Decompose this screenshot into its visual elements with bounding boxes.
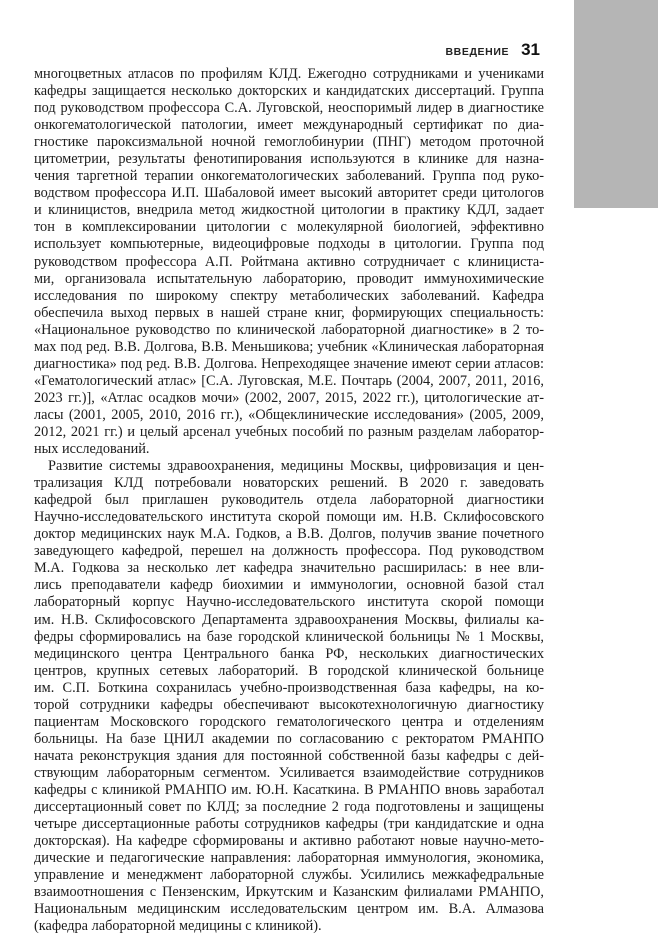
text-line: медицинского центра Центрального банка РФ, нескольких диагностических	[34, 645, 544, 662]
text-line: больницы. На базе ЦНИЛ академии по согласованию с ректоратом РМАНПО	[34, 730, 544, 747]
text-line: «Гематологический атлас» [С.А. Луговская, М.Е. Почтарь (2004, 2007, 2011, 2016,	[34, 372, 544, 389]
text-line: доктор медицинских наук М.А. Годков, а В.В. Долгов, получив звание почетного	[34, 526, 544, 543]
text-line: Национальным медицинским исследовательским центром им. В.А. Алмазова	[34, 901, 544, 918]
text-line: кафедры с клиникой РМАНПО им. Ю.Н. Касаткина. В РМАНПО вновь заработал	[34, 781, 544, 798]
text-line: ных исследований.	[34, 441, 150, 458]
text-line: лабораторный корпус Научно-исследовательского института скорой помощи	[34, 594, 544, 611]
paragraph	[34, 458, 544, 935]
text-line: ми, организовала испытательную лабораторию, проводит иммунохимические	[34, 270, 544, 287]
text-line: управление и менеджмент лабораторной службы. Усилились межкафедральные	[34, 867, 544, 884]
text-line: лись преподаватели кафедр биохимии и иммунологии, основной базой стал	[34, 577, 544, 594]
text-line: и клиницистов, внедрила метод жидкостной цитологии в практику КДЛ, задает	[34, 202, 544, 219]
text-line: им. Н.В. Склифосовского Департамента здравоохранения Москвы, филиалы ка-	[34, 611, 544, 628]
text-line: цитометрии, результаты фенотипирования используются в клинике для назна-	[34, 151, 544, 168]
text-line: мах под ред. В.В. Долгова, В.В. Меньшикова; учебник «Клиническая лабораторная	[34, 338, 544, 355]
text-line: им. С.П. Боткина сохранилась учебно-производственная база кафедры, на ко-	[34, 679, 544, 696]
chapter-side-tab	[574, 0, 658, 208]
text-line: диагностика» под ред. В.В. Долгова. Непреходящее значение имеют серии атласов:	[34, 355, 544, 372]
page-number: 31	[521, 40, 540, 59]
text-line: М.А. Годкова за несколько лет кафедра значительно расширилась: в нее вли-	[34, 560, 544, 577]
section-title: ВВЕДЕНИЕ	[445, 46, 510, 58]
text-line: 2023 гг.)], «Атлас осадков мочи» (2002, 2007, 2015, 2022 гг.), цитологические ат-	[34, 389, 544, 406]
body-text	[34, 66, 544, 935]
text-line: диссертационный совет по КЛД; за последние 2 года подготовлены и защищены	[34, 799, 544, 816]
text-line: четыре диссертационные работы сотрудников кафедры (три кандидатские и одна	[34, 816, 544, 833]
text-line: под руководством профессора С.А. Луговской, неоспоримый лидер в диагностике	[34, 100, 544, 117]
text-line: 2012, 2021 гг.) и целый арсенал учебных пособий по разным разделам лаборатор-	[34, 423, 544, 440]
text-line: торой сотрудники кафедры обеспечивают высокотехнологичную диагностику	[34, 696, 544, 713]
text-line: заведующего кафедрой, перешел на должность профессора. Под руководством	[34, 543, 544, 560]
text-line: кафедрой был приглашен руководитель отдела лабораторной диагностики	[34, 492, 544, 509]
text-line: исследования по широкому спектру метаболических заболеваний. Кафедра	[34, 287, 544, 304]
paragraph	[34, 66, 544, 458]
text-line: водством профессора И.П. Шабаловой имеет высокий авторитет среди цитологов	[34, 185, 544, 202]
text-line: (кафедра лабораторной медицины с клиникой).	[34, 918, 322, 935]
text-line: использует компьютерные, видеоцифровые подходы в цитологии. Группа под	[34, 236, 544, 253]
text-line: онкогематологической патологии, имеет международный сертификат по диа-	[34, 117, 544, 134]
text-line: центров, крупных сетевых лабораторий. В городской клинической больнице	[34, 662, 544, 679]
text-line: гностике пароксизмальной ночной гемоглобинурии (ПНГ) методом проточной	[34, 134, 544, 151]
text-line: ствующим лабораторным сегментом. Усиливается взаимодействие сотрудников	[34, 764, 544, 781]
text-line: начата реконструкция здания для постоянной собственной базы кафедры с дей-	[34, 747, 544, 764]
text-line: дические и педагогические направления: лабораторная иммунология, экономика,	[34, 850, 544, 867]
text-line: федры сформировались на базе городской клинической больницы № 1 Москвы,	[34, 628, 544, 645]
text-line: ласы (2001, 2005, 2010, 2016 гг.), «Общеклинические исследования» (2005, 2009,	[34, 406, 544, 423]
text-line: руководством профессора А.П. Ройтмана активно сотрудничает с клинициста-	[34, 253, 544, 270]
text-line: «Национальное руководство по клинической лабораторной диагностике» в 2 то-	[34, 321, 544, 338]
text-line: тон в комплексировании цитологии с молекулярной биологией, эффективно	[34, 219, 544, 236]
text-line: чения таргетной терапии онкогематологических заболеваний. Группа под руко-	[34, 168, 544, 185]
text-line: обеспечила выход первых в нашей стране книг, формирующих специальность:	[34, 304, 544, 321]
text-line: пациентам Московского городского гематологического центра и отделениям	[34, 713, 544, 730]
text-line: многоцветных атласов по профилям КЛД. Ежегодно сотрудниками и учениками	[34, 66, 544, 82]
text-line: Научно-исследовательского института скорой помощи им. Н.В. Склифосовского	[34, 509, 544, 526]
text-line: Развитие системы здравоохранения, медицины Москвы, цифровизация и цен-	[48, 458, 544, 475]
text-line: докторская). На кафедре сформированы и активно работают новые научно-мето-	[34, 833, 544, 850]
text-line: кафедры защищается несколько докторских и кандидатских диссертаций. Группа	[34, 83, 544, 100]
text-line: трализация КЛД потребовали новаторских решений. В 2020 г. заведовать	[34, 475, 544, 492]
text-line: взаимоотношения с Пензенским, Иркутским и Казанским филиалами РМАНПО,	[34, 884, 544, 901]
running-header	[445, 40, 540, 60]
